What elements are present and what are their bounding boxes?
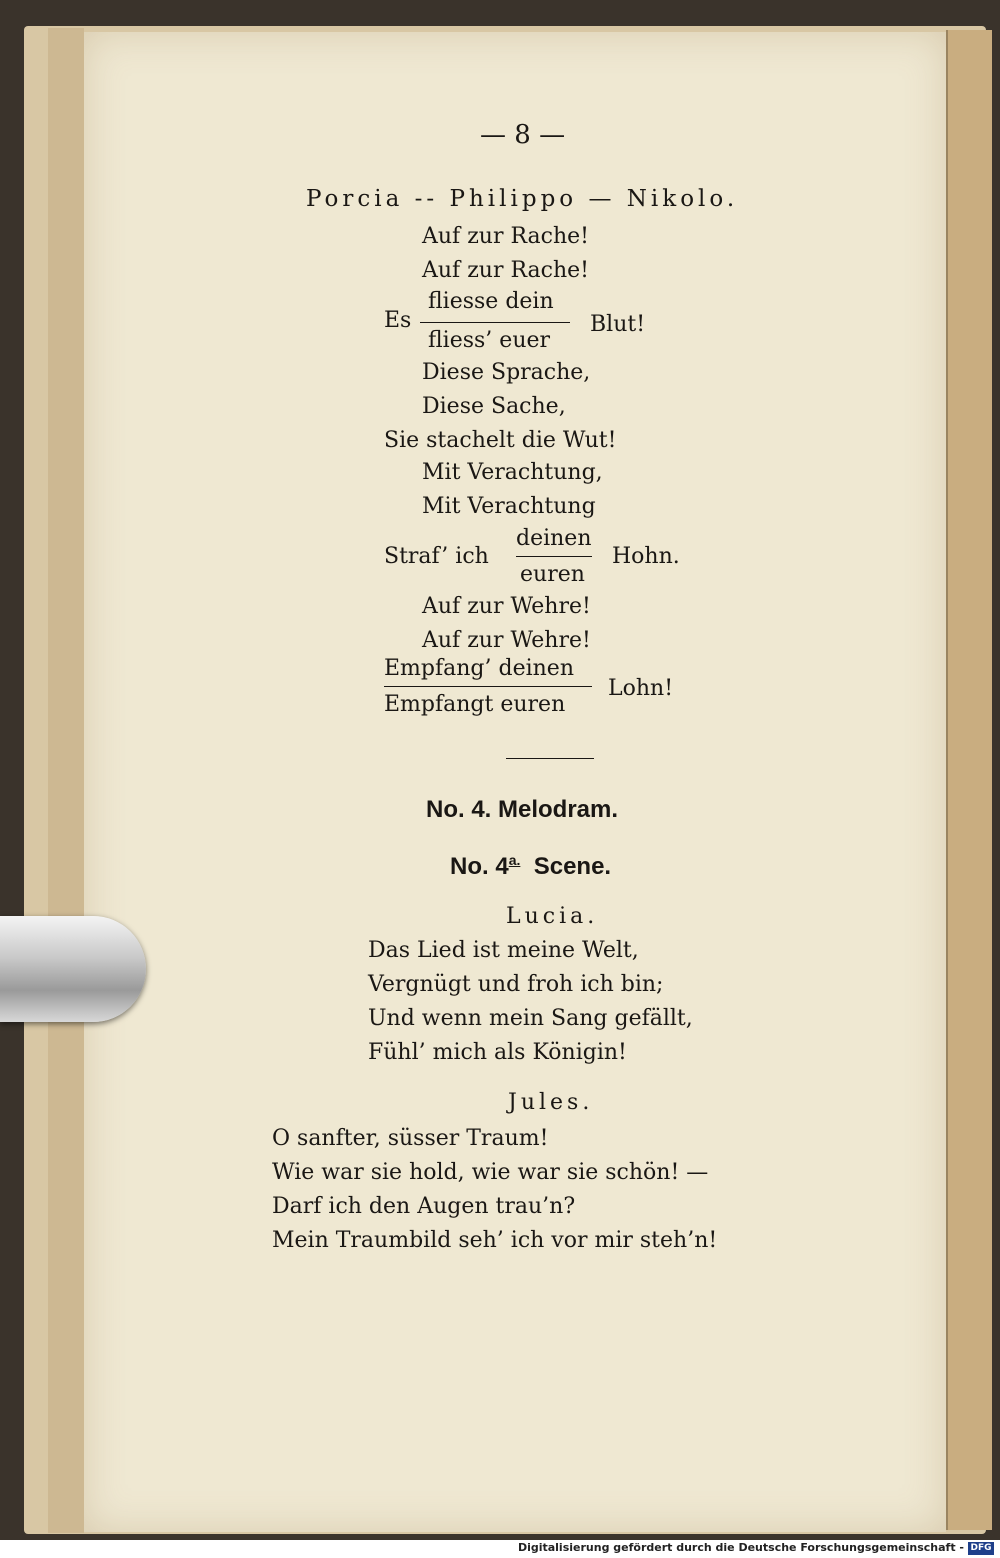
jules-verse-line: O sanfter, süsser Traum!: [272, 1126, 549, 1151]
dfg-logo: DFG: [968, 1542, 994, 1555]
section-heading-no4: No. 4. Melodram.: [426, 796, 619, 823]
verse-line: Auf zur Rache!: [422, 258, 589, 283]
alternative-divider: [384, 686, 592, 687]
page-holder-clip: [0, 916, 146, 1022]
verse-alternative-bottom: Empfangt euren: [384, 692, 566, 717]
alternative-divider: [420, 322, 570, 323]
lucia-verse-line: Fühl’ mich als Königin!: [368, 1040, 627, 1065]
lucia-verse-line: Vergnügt und froh ich bin;: [368, 972, 664, 997]
heading-superscript: a.: [508, 852, 521, 868]
page-number: — 8 —: [480, 120, 566, 150]
verse-line: Mit Verachtung,: [422, 460, 603, 485]
verse-word-es: Es: [384, 308, 412, 333]
jules-verse-line: Darf ich den Augen trau’n?: [272, 1194, 576, 1219]
heading-number: No. 4: [450, 853, 509, 880]
lucia-verse-line: Und wenn mein Sang gefällt,: [368, 1006, 693, 1031]
verse-alternative-top: fliesse dein: [428, 289, 554, 314]
verse-alternative-top: deinen: [516, 526, 592, 551]
page-stack-edge: [48, 28, 84, 1533]
verse-line: Auf zur Wehre!: [422, 628, 591, 653]
facing-page-edge: [946, 30, 992, 1530]
jules-verse-line: Wie war sie hold, wie war sie schön! —: [272, 1160, 709, 1185]
verse-word-hohn: Hohn.: [612, 544, 680, 569]
book-page: [84, 32, 946, 1532]
section-divider: [506, 758, 594, 759]
jules-verse-line: Mein Traumbild seh’ ich vor mir steh’n!: [272, 1228, 718, 1253]
verse-alternative-bottom: fliess’ euer: [428, 328, 551, 353]
section-heading-no4a: [450, 852, 611, 881]
verse-words-straf-ich: Straf’ ich: [384, 544, 489, 569]
verse-line: Diese Sprache,: [422, 360, 591, 385]
verse-line: Sie stachelt die Wut!: [384, 428, 617, 453]
heading-title: Scene.: [533, 853, 612, 880]
lucia-verse-line: Das Lied ist meine Welt,: [368, 938, 639, 963]
verse-word-blut: Blut!: [590, 312, 646, 337]
verse-line: Mit Verachtung: [422, 494, 596, 519]
verse-alternative-top: Empfang’ deinen: [384, 656, 574, 681]
character-name-lucia: Lucia.: [506, 904, 599, 929]
alternative-divider: [516, 556, 592, 557]
verse-line: Auf zur Wehre!: [422, 594, 591, 619]
verse-word-lohn: Lohn!: [608, 676, 674, 701]
verse-line: Auf zur Rache!: [422, 224, 589, 249]
verse-line: Diese Sache,: [422, 394, 566, 419]
verse-alternative-bottom: euren: [520, 562, 585, 587]
digitization-credit: Digitalisierung gefördert durch die Deutsche Forschungsgemeinschaft -: [517, 1541, 964, 1554]
character-name-jules: Jules.: [508, 1090, 594, 1115]
characters-heading: Porcia -- Philippo — Nikolo.: [306, 186, 739, 212]
